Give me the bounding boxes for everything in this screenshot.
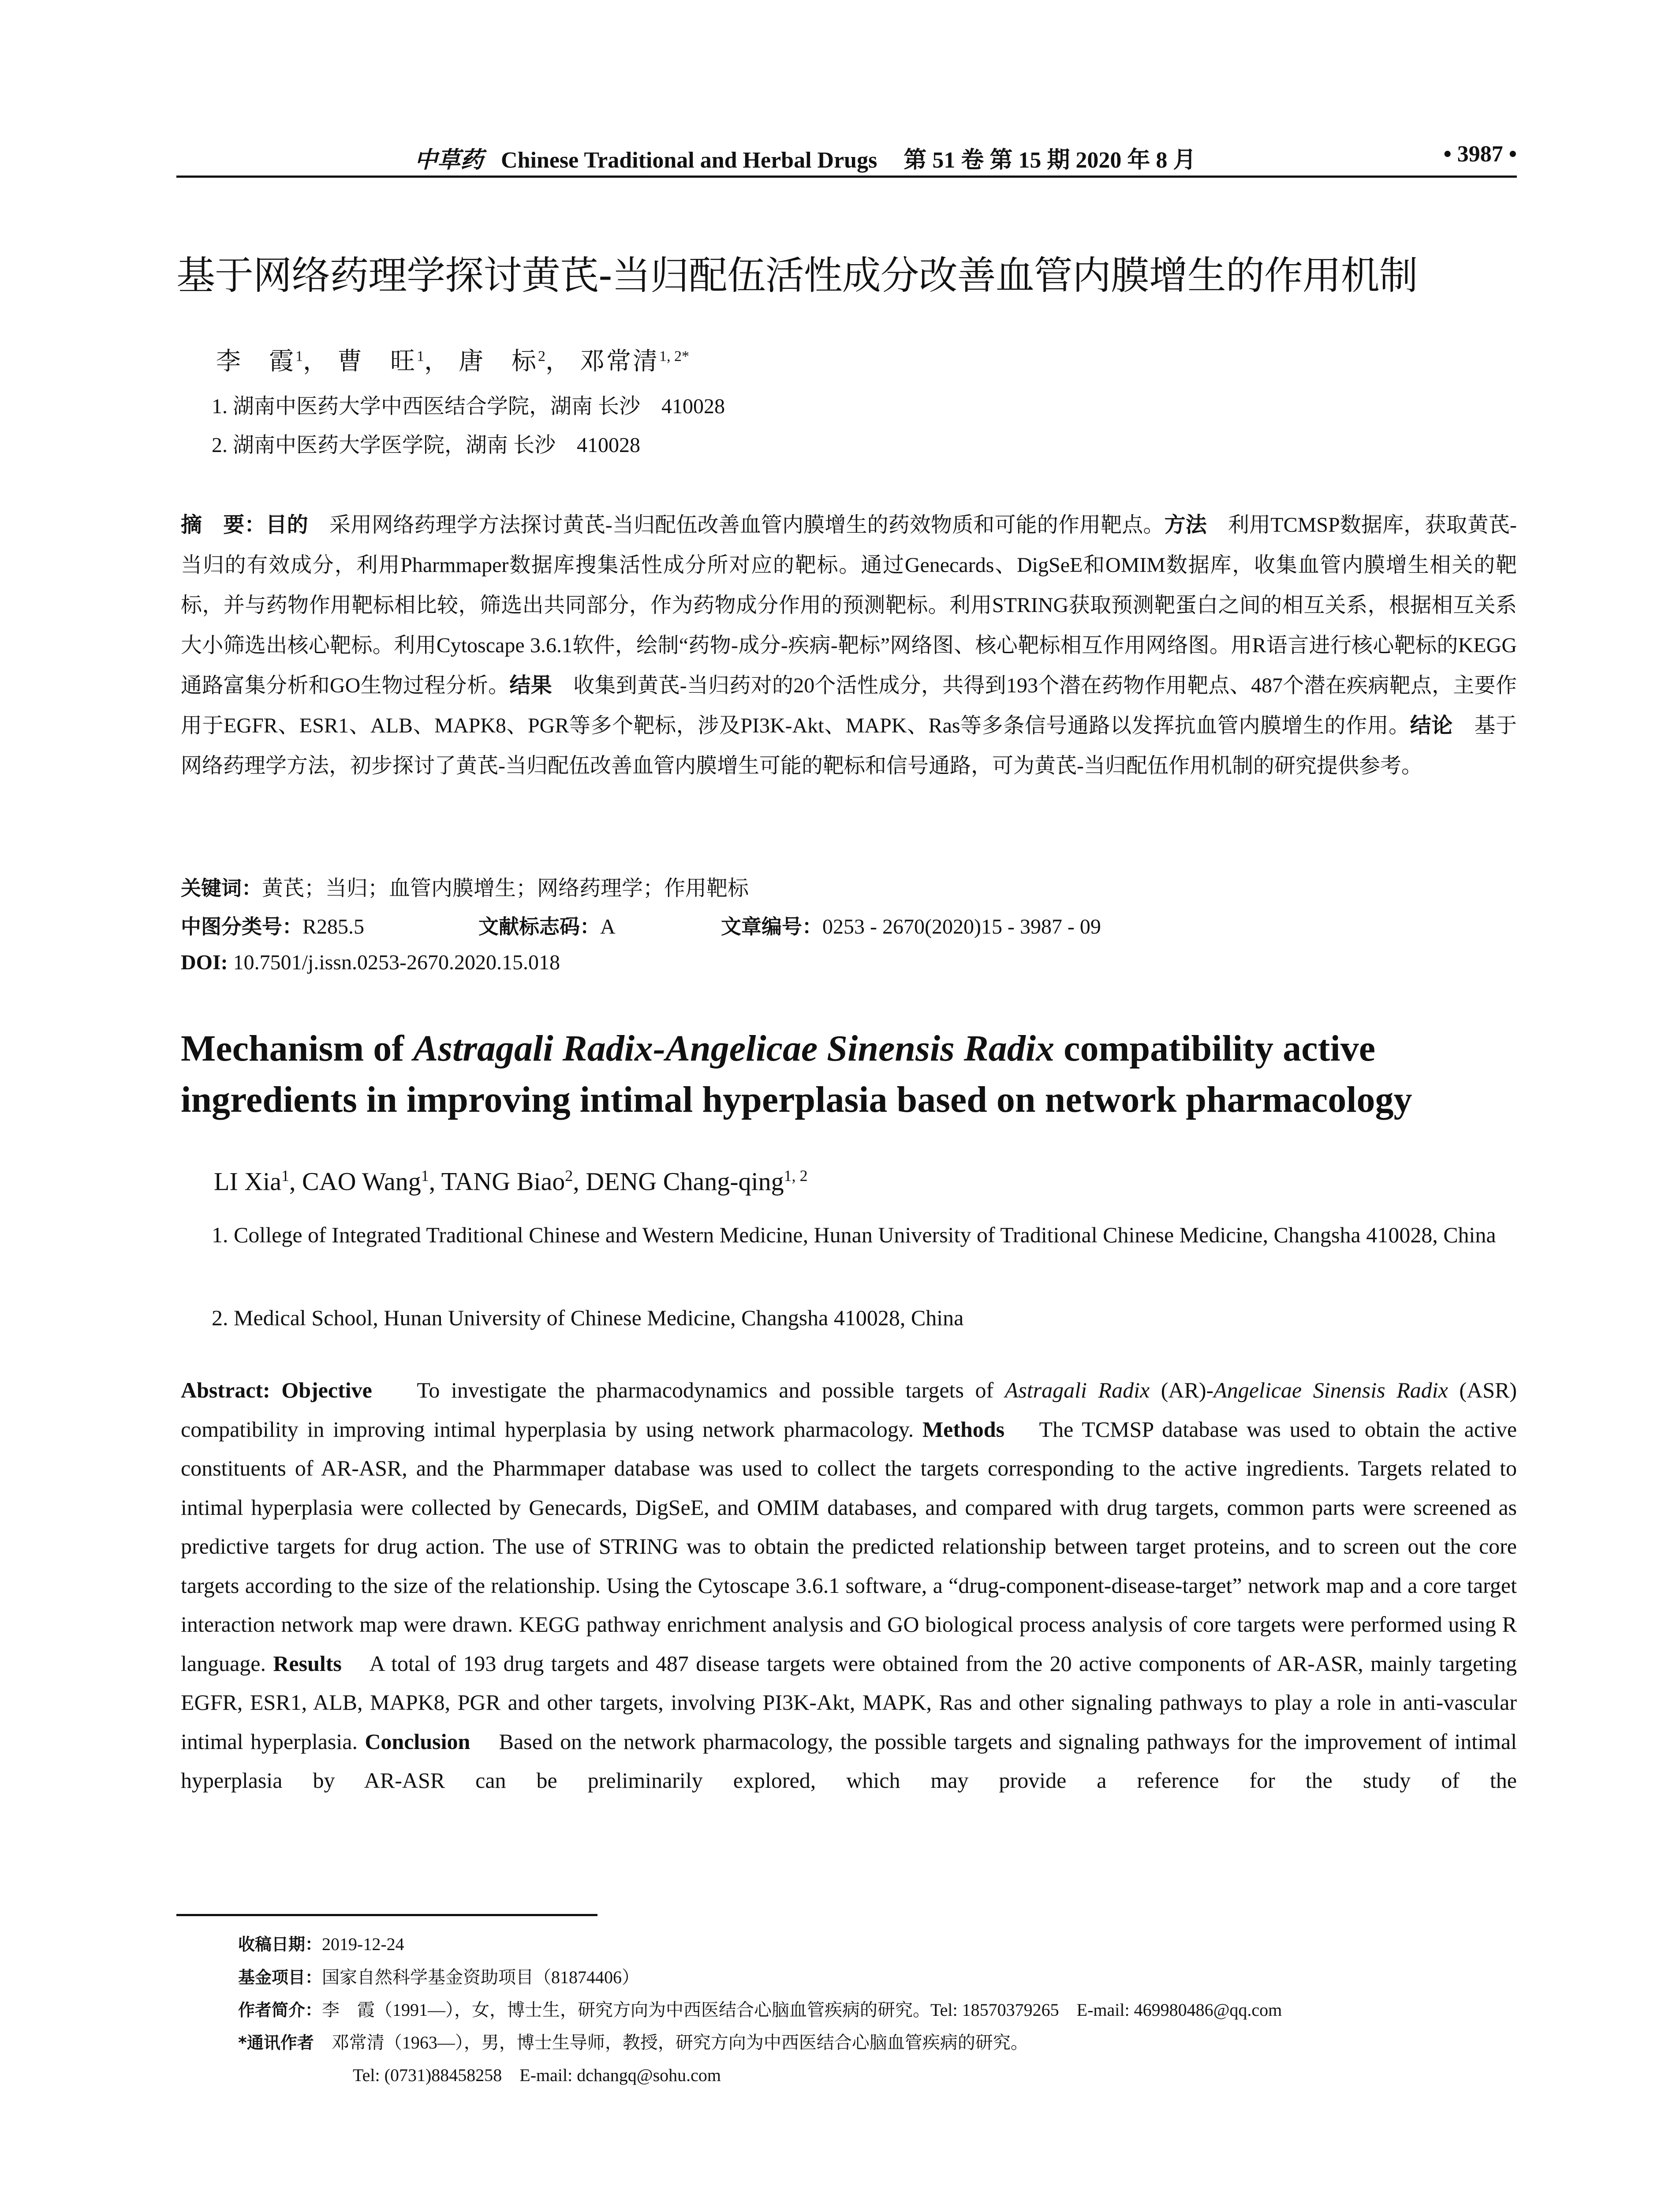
conclusion-text: Based on the network pharmacology, the possible targets and signaling pathways for the improvement of intimal hyperplasia by AR-ASR can be preliminarily explored, which may provide a reference for the study of the <box>181 1729 1517 1793</box>
author-name: 曹 旺 <box>337 348 417 375</box>
objective-text: To investigate the pharmacodynamics and possible targets of <box>417 1378 1005 1402</box>
doc-code-value: A <box>600 915 616 938</box>
author-list-en: LI Xia$^1$, CAO Wang$^1$, TANG Biao$^2$, DENG Chang-qing$^{1, 2}$ <box>214 1167 808 1196</box>
author-info-label: 作者简介： <box>238 2000 322 2020</box>
objective-label: 目的 <box>265 512 308 537</box>
running-header <box>414 141 1196 174</box>
doc-code-label: 文献标志码： <box>478 915 600 938</box>
author-info-text: 李 霞（1991—），女，博士生，研究方向为中西医结合心脑血管疾病的研究。Tel: 18570379265 E-mail: 469980486@qq.com <box>322 2000 1282 2020</box>
methods-text: 利用TCMSP数据库，获取黄芪-当归的有效成分，利用Pharmmaper数据库搜集活性成分所对应的靶标。通过Genecards、DigSeE和OMIM数据库，收集血管内膜增生相关的靶标，并与药物作用靶标相比较，筛选出共同部分，作为药物成分作用的预测靶标。利用STRING获取预测靶蛋白之间的相互关系，根据相互关系大小筛选出核心靶标。利用Cytoscape 3.6.1软件，绘制“药物-成分-疾病-靶标”网络图、核心靶标相互作用网络图。用R语言进行核心靶标的KEGG通路富集分析和GO生物过程分析。 <box>181 513 1517 697</box>
page-number: • 3987 • <box>1443 142 1517 167</box>
author-sup: 1, 2 <box>784 1167 808 1185</box>
affiliation-text: 1. College of Integrated Traditional Chinese and Western Medicine, Hunan University of Traditional Chinese Medicine, Changsha 410028, China <box>212 1222 1496 1247</box>
journal-name-en: Chinese Traditional and Herbal Drugs <box>501 148 877 173</box>
fund-text: 国家自然科学基金资助项目（81874406） <box>322 1967 640 1987</box>
herb-name: Astragali Radix <box>1004 1378 1150 1402</box>
corresponding-label: *通讯作者 <box>238 2033 314 2052</box>
results-label: 结果 <box>509 673 552 698</box>
doi-line <box>181 950 560 975</box>
title-part: compatibility active ingredients in improving intimal hyperplasia based on network pharmacology <box>181 1028 1412 1120</box>
keywords: 黄芪；当归；血管内膜增生；网络药理学；作用靶标 <box>262 877 749 900</box>
doi-label: DOI: <box>181 951 228 974</box>
article-no-label: 文章编号： <box>721 915 822 938</box>
corresponding-text: 邓常清（1963—），男，博士生导师，教授，研究方向为中西医结合心脑血管疾病的研究。 <box>331 2033 1028 2052</box>
author-sup: 1 <box>281 1167 289 1185</box>
conclusion-label: 结论 <box>1410 713 1453 738</box>
author-sup: 1 <box>295 348 303 365</box>
article-no-line <box>721 911 1101 940</box>
paper-title-en <box>181 1023 1517 1125</box>
author-sup: 2 <box>565 1167 573 1185</box>
keywords-line <box>181 871 749 901</box>
results-text: 收集到黄芪-当归药对的20个活性成分，共得到193个潜在药物作用靶点、487个潜在疾病靶点，主要作用于EGFR、ESR1、ALB、MAPK8、PGR等多个靶标，涉及PI3K-Akt、MAPK、Ras等多条信号通路以发挥抗血管内膜增生的作用。 <box>181 674 1517 737</box>
author-list-cn: 李 霞$^1$， 曹 旺$^1$， 唐 标$^2$， 邓常清$^{1, 2*}$ <box>216 348 689 375</box>
results-text: A total of 193 drug targets and 487 disease targets were obtained from the 20 active components of AR-ASR, mainly targeting EGFR, ESR1, ALB, MAPK8, PGR and other targets, involving PI3K-Akt, MAPK, Ras and other signaling pathways to play a role in anti-vascular intimal hyperplasia. <box>181 1651 1517 1754</box>
affiliation-cn-1: 1. 湖南中医药大学中西医结合学院，湖南 长沙 410028 <box>212 395 725 418</box>
title-herb-names: Astragali Radix-Angelicae Sinensis Radix <box>413 1028 1055 1069</box>
methods-text: The TCMSP database was used to obtain the active constituents of AR-ASR, and the Pharmmaper database was used to collect the targets corresponding to the active ingredients. Targets related to intimal hyperplasia were collected by Genecards, DigSeE, and OMIM databases, and compared with drug targets, common parts were screened as predictive targets for drug action. The use of STRING was to obtain the predicted relationship between target proteins, and to screen out the core targets according to the size of the relationship. Using the Cytoscape 3.6.1 software, a “drug-component-disease-target” network map and a core target interaction network map were drawn. KEGG pathway enrichment analysis and GO biological process analysis of core targets were performed using R language. <box>181 1416 1517 1676</box>
affiliation-en-2: 2. Medical School, Hunan University of Chinese Medicine, Changsha 410028, China <box>212 1305 964 1330</box>
abstract-en <box>181 1371 1517 1800</box>
abstract-cn <box>181 505 1517 786</box>
doi-value: 10.7501/j.issn.0253-2670.2020.15.018 <box>233 951 560 974</box>
objective-text: 采用网络药理学方法探讨黄芪-当归配伍改善血管内膜增生的药效物质和可能的作用靶点。 <box>329 513 1165 537</box>
author-name: TANG Biao <box>441 1167 565 1196</box>
article-no-value: 0253 - 2670(2020)15 - 3987 - 09 <box>822 915 1101 938</box>
keywords-label: 关键词： <box>181 876 262 900</box>
author-sup: 1 <box>421 1167 429 1185</box>
author-sup: 1 <box>417 348 424 365</box>
clc-label: 中图分类号： <box>181 915 302 938</box>
author-name: DENG Chang-qing <box>586 1167 784 1196</box>
header-rule <box>176 176 1517 178</box>
footnote-fund <box>238 1963 639 1988</box>
abstract-label: 摘 要： <box>181 512 266 537</box>
results-label: Results <box>273 1651 342 1676</box>
journal-issue: 第 51 卷 第 15 期 2020 年 8 月 <box>903 148 1196 173</box>
footnote-received <box>238 1931 404 1955</box>
author-name: 唐 标 <box>459 348 538 375</box>
paper-title-cn: 基于网络药理学探讨黄芪-当归配伍活性成分改善血管内膜增生的作用机制 <box>176 253 1418 298</box>
author-name: LI Xia <box>214 1167 281 1196</box>
received-label: 收稿日期： <box>238 1935 322 1954</box>
footnote-corresponding <box>238 2029 1028 2054</box>
methods-label: Methods <box>922 1416 1005 1442</box>
objective-text: (ASR) compatibility in improving intimal hyperplasia by using network pharmacology. <box>181 1378 1517 1442</box>
affiliation-en-1 <box>212 1215 1517 1255</box>
author-name: CAO Wang <box>302 1167 421 1196</box>
clc-value: R285.5 <box>302 915 365 938</box>
objective-text: (AR)- <box>1150 1378 1214 1402</box>
author-sup: 1, 2* <box>659 348 689 365</box>
author-sup: 2 <box>538 348 545 365</box>
received-date: 2019-12-24 <box>322 1934 404 1954</box>
conclusion-label: Conclusion <box>365 1729 470 1754</box>
journal-logo-cn: 中草药 <box>414 146 484 173</box>
objective-label: Objective <box>281 1378 372 1402</box>
doc-code-line <box>478 911 616 940</box>
fund-label: 基金项目： <box>238 1968 322 1987</box>
author-name: 邓常清 <box>580 348 659 375</box>
conclusion-text: 基于网络药理学方法，初步探讨了黄芪-当归配伍改善血管内膜增生可能的靶标和信号通路，可为黄芪-当归配伍作用机制的研究提供参考。 <box>181 714 1517 777</box>
title-part: Mechanism of <box>181 1028 414 1069</box>
abstract-label: Abstract: <box>181 1378 270 1402</box>
affiliation-cn-2: 2. 湖南中医药大学医学院，湖南 长沙 410028 <box>212 434 641 457</box>
footnote-rule <box>176 1914 597 1916</box>
footnote-contact: Tel: (0731)88458258 E-mail: dchangq@sohu.com <box>353 2065 721 2085</box>
author-name: 李 霞 <box>216 348 295 375</box>
methods-label: 方法 <box>1164 512 1207 537</box>
footnote-author <box>238 1996 1282 2021</box>
classification-line <box>181 911 364 940</box>
herb-name: Angelicae Sinensis Radix <box>1213 1378 1448 1402</box>
